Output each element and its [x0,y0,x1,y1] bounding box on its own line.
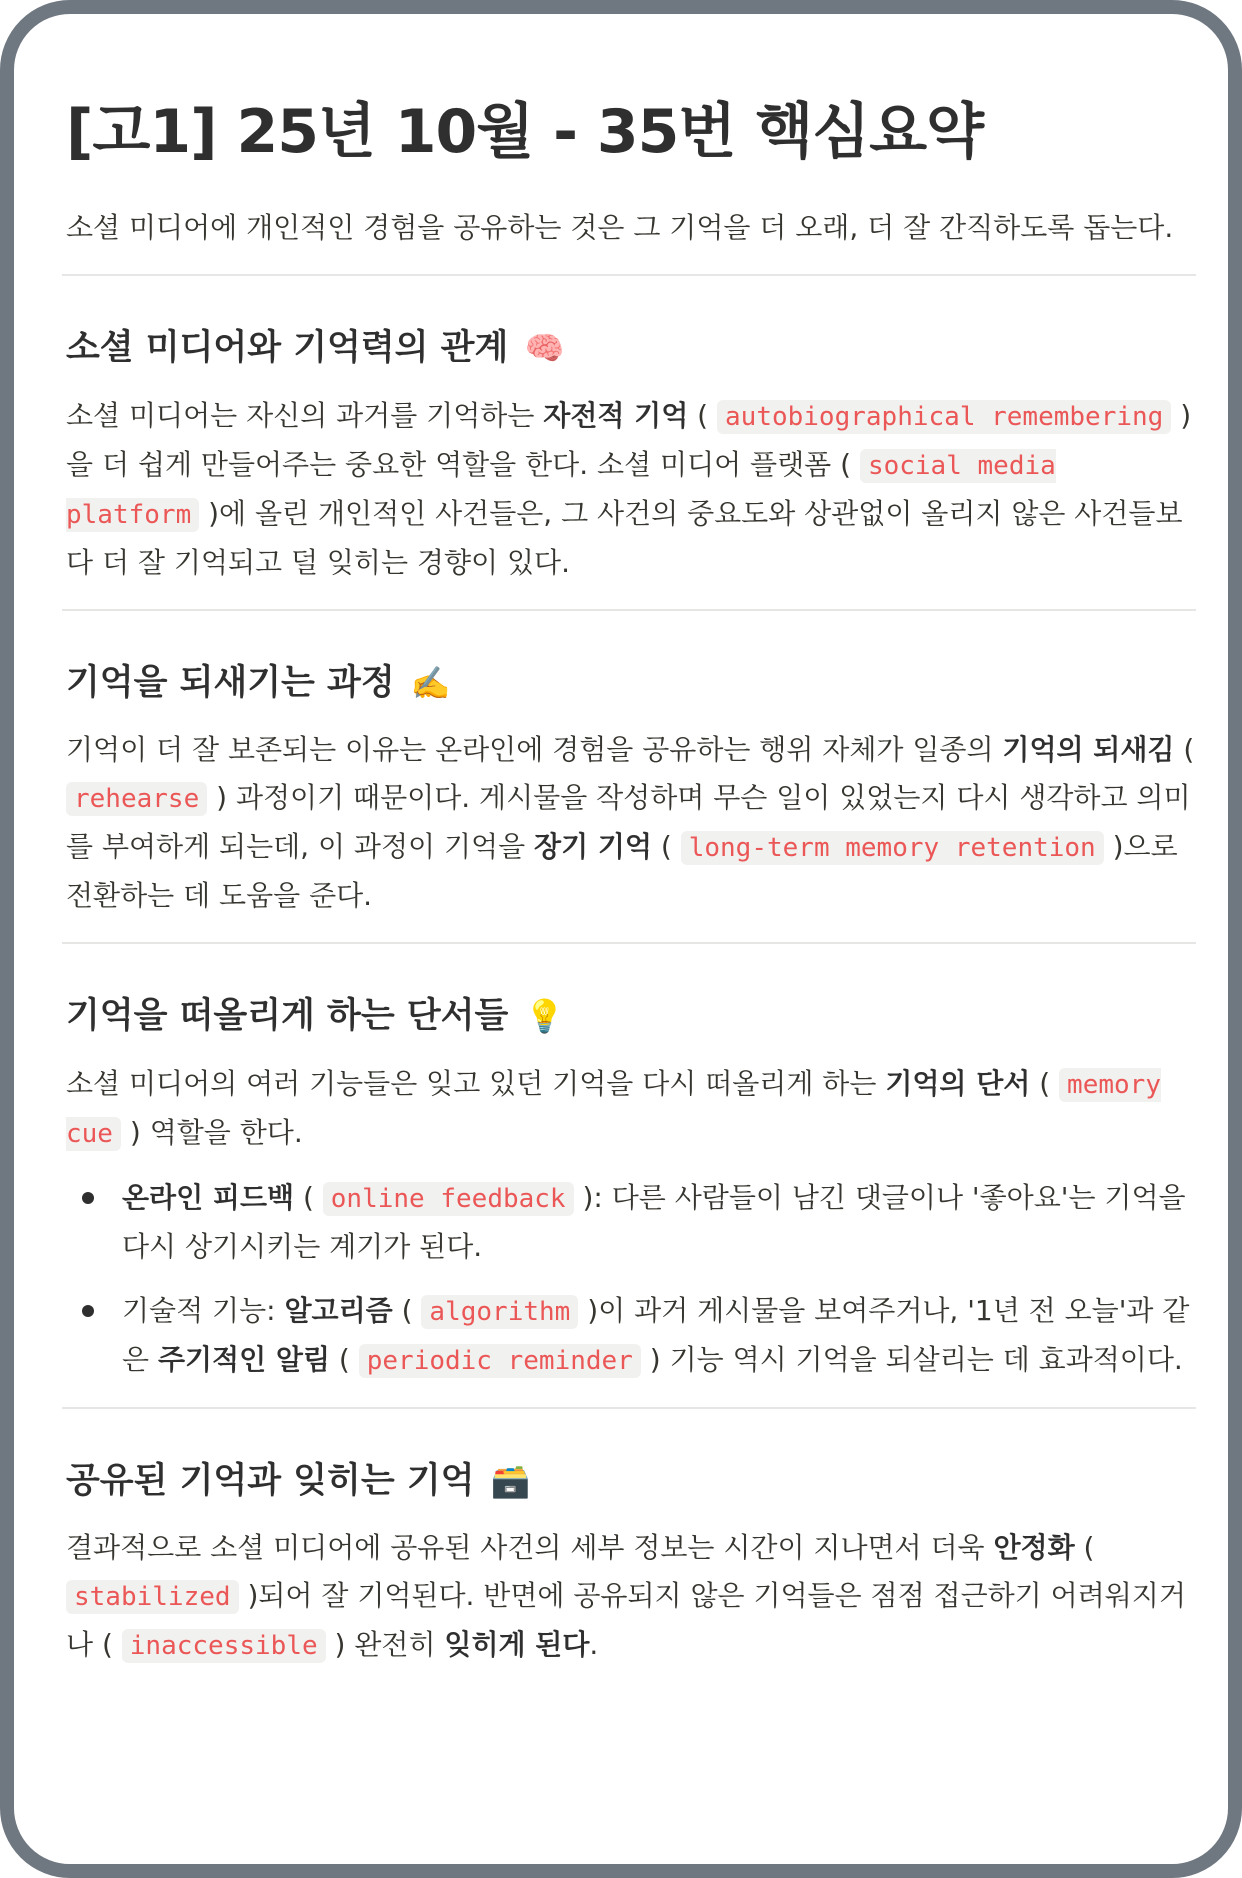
text: )으로 전환하는 데 도움을 준다. [66,830,1178,912]
text: ( [1030,1066,1060,1100]
brain-icon: 🧠 [524,329,565,367]
code-term: periodic reminder [359,1344,641,1378]
section-paragraph [66,1524,1196,1670]
code-term: autobiographical remembering [717,400,1171,434]
text: 소셜 미디어는 자신의 과거를 기억하는 [66,398,544,432]
section-heading-memory-cues [66,994,1196,1040]
bold-term: 기억의 단서 [885,1066,1031,1100]
code-term: rehearse [66,782,207,816]
bold-term: 잊히게 된다 [444,1628,590,1661]
light-bulb-icon: 💡 [524,997,565,1035]
bullet-dot-icon [82,1305,94,1317]
divider [62,274,1196,276]
text: ): 다른 사람들이 남긴 댓글이나 '좋아요'는 기억을 다시 상기시키는 계기가 된다. [122,1180,1186,1263]
section-heading-text: 공유된 기억과 잊히는 기억 [66,1460,475,1501]
divider [62,942,1196,944]
text: 소셜 미디어의 여러 기능들은 잊고 있던 기억을 다시 떠올리게 하는 [66,1066,886,1100]
text: ) 과정이기 때문이다. 게시물을 작성하며 무슨 일이 있었는지 다시 생각하고 의미를 부여하게 되는데, 이 과정이 기억을 [66,781,1191,863]
text: ) 역할을 한다. [120,1115,303,1149]
text: )이 과거 게시물을 보여주거나, '1년 전 오늘'과 같은 [122,1293,1190,1376]
bold-term: 안정화 [993,1531,1075,1564]
bullet-dot-icon [82,1192,94,1204]
page-content [62,74,1196,1670]
text: ( [330,1342,359,1376]
bold-term: 온라인 피드백 [122,1180,295,1214]
lead-summary: 소셜 미디어에 개인적인 경험을 공유하는 것은 그 기억을 더 오래, 더 잘 간직하도록 돕는다. [66,211,1174,244]
text: ( [1074,1531,1095,1564]
writing-hand-icon: ✍️ [410,663,451,702]
text: 기술적 기능: [122,1293,285,1327]
text: . [589,1628,599,1661]
text: )에 올린 개인적인 사건들은, 그 사건의 중요도와 상관없이 올리지 않은 사건들보다 더 잘 기억되고 덜 잊히는 경향이 있다. [66,496,1183,579]
divider [62,609,1196,611]
text: ) 완전히 [325,1628,445,1661]
section-heading-text: 소셜 미디어와 기억력의 관계 [66,328,509,368]
code-term: social media platform [66,450,1056,530]
text: ) 기능 역시 기억을 되살리는 데 효과적이다. [640,1342,1183,1376]
text: )되어 잘 기억된다. 반면에 공유되지 않은 기억들은 점점 접근하기 어려워지거나 ( [66,1579,1186,1661]
code-term: stabilized [66,1580,239,1614]
list-item [66,1174,1196,1271]
section-paragraph [66,392,1196,587]
code-term: long-term memory retention [681,831,1104,865]
card-file-box-icon: 🗃️ [490,1461,531,1500]
text: ( [688,398,718,432]
bold-term: 주기적인 알림 [157,1342,330,1376]
list-item [66,1287,1196,1385]
bold-term: 기억의 되새김 [1002,733,1175,766]
text: ( [1174,733,1195,766]
section-heading-rehearsal [66,661,1196,707]
text: ( [651,830,681,863]
section-heading-text: 기억을 되새기는 과정 [66,662,395,703]
text: 기억이 더 잘 보존되는 이유는 온라인에 경험을 공유하는 행위 자체가 일종의 [66,733,1003,766]
section-heading-shared-vs-forgotten [66,1459,1196,1505]
text: 결과적으로 소셜 미디어에 공유된 사건의 세부 정보는 시간이 지나면서 더욱 [66,1531,994,1564]
section-paragraph [66,726,1196,920]
bold-term: 알고리즘 [284,1293,393,1327]
bold-term: 장기 기억 [534,830,652,863]
section-heading-text: 기억을 떠올리게 하는 단서들 [66,996,509,1036]
bold-term: 자전적 기억 [543,398,689,432]
divider [62,1407,1196,1409]
code-term: algorithm [421,1295,578,1329]
code-term: memory cue [66,1069,1161,1149]
code-term: inaccessible [122,1629,326,1663]
text: ( [294,1180,323,1214]
section-paragraph [66,1060,1196,1158]
section-heading-social-media-memory [66,326,1196,372]
bullet-list [66,1174,1196,1385]
text: ( [392,1293,422,1327]
code-term: online feedback [323,1182,574,1216]
page-title: [고1] 25년 10월 - 35번 핵심요약 [66,97,984,167]
text: )을 더 쉽게 만들어주는 중요한 역할을 한다. 소셜 미디어 플랫폼 ( [66,398,1192,481]
